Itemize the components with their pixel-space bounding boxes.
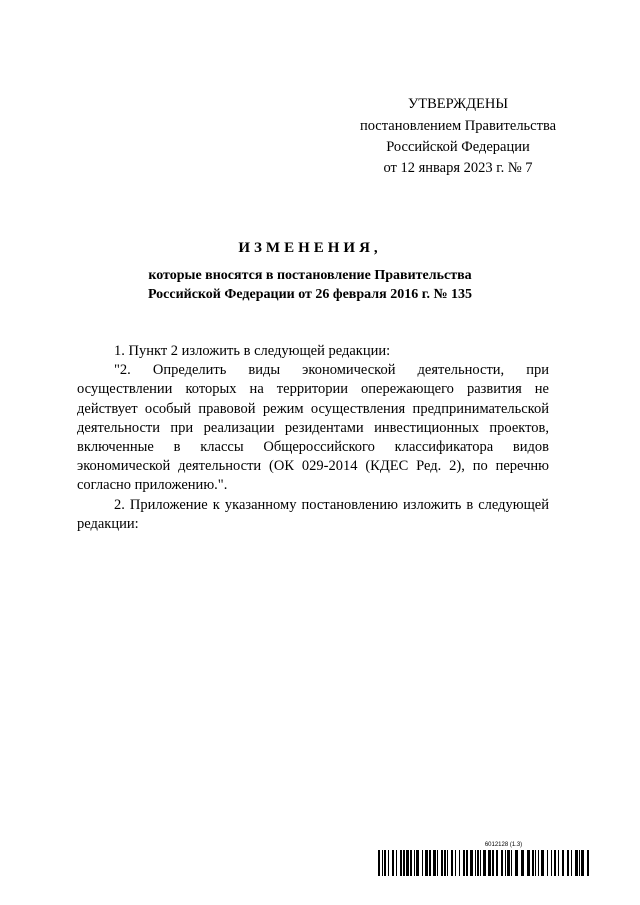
subtitle-line: Российской Федерации от 26 февраля 2016 г. № 135 — [147, 287, 473, 302]
barcode-number: 6012128 (1.3) — [484, 842, 523, 848]
approval-heading: УТВЕРЖДЕНЫ — [407, 96, 509, 112]
document-title: ИЗМЕНЕНИЯ, — [238, 240, 382, 256]
approval-line: Российской Федерации — [386, 139, 530, 155]
barcode — [378, 841, 589, 881]
paragraph: "2. Определить виды экономической деятельности, при осуществлении которых на территории опережающего развития не действует особый правовой режим осуществления предпринимательской деятельности при реализации резидентами инвестиционных проектов, включенные в классы Общероссийского классификатора видов экономической деятельности (ОК 029-2014 (КДЕС Ред. 2), по перечню согласно приложению.". — [77, 362, 549, 494]
approval-line: от 12 января 2023 г. № 7 — [383, 160, 533, 176]
barcode-bars — [378, 850, 589, 876]
document-body — [77, 342, 549, 534]
subtitle-line: которые вносятся в постановление Правительства — [148, 268, 472, 283]
paragraph: 2. Приложение к указанному постановлению изложить в следующей редакции: — [77, 496, 549, 532]
approval-stamp — [340, 94, 576, 179]
document-subtitle — [60, 266, 560, 304]
paragraph: 1. Пункт 2 изложить в следующей редакции: — [114, 343, 391, 359]
approval-line: постановлением Правительства — [359, 118, 557, 134]
